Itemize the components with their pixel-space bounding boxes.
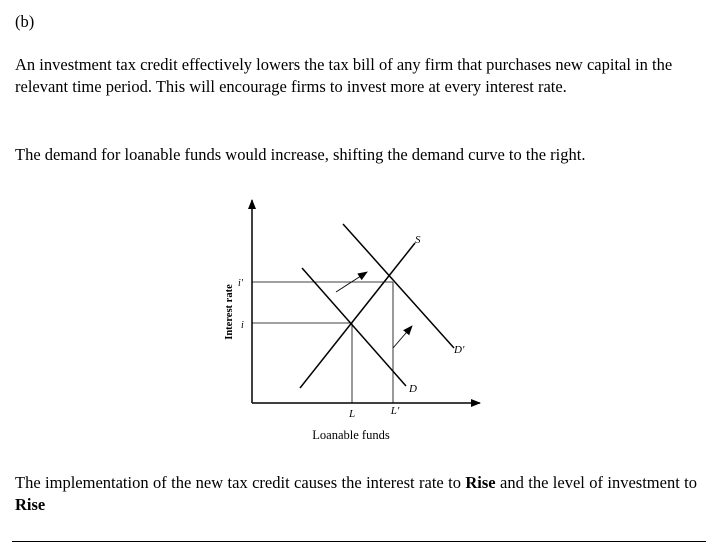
supply-label: S (415, 234, 421, 246)
shift-arrow-lower (393, 326, 412, 348)
demand-label: D (409, 383, 417, 395)
loanable-funds-diagram (210, 190, 500, 450)
conclusion-text-start: The implementation of the new tax credit causes the interest rate to (15, 473, 466, 492)
y-axis-label: Interest rate (224, 284, 235, 340)
demand-shift-paragraph: The demand for loanable funds would increase, shifting the demand curve to the right. (15, 145, 586, 164)
new-demand-curve (343, 224, 454, 348)
explanation-paragraph: An investment tax credit effectively lowers the tax bill of any firm that purchases new capital in the relevant time period. This will encourage firms to invest more at every interest rate. (15, 55, 673, 96)
bottom-divider (12, 541, 706, 542)
demand-curve (302, 268, 406, 386)
rate-label: i (241, 320, 244, 331)
part-label: (b) (15, 12, 35, 31)
rate-change-value: Rise (465, 473, 496, 492)
new-demand-label: D' (454, 344, 465, 356)
conclusion-text-middle: and the level of investment to (495, 473, 698, 492)
quantity-label: L (348, 408, 356, 420)
new-quantity-label: L' (390, 405, 400, 417)
supply-curve (300, 243, 415, 388)
investment-change-value: Rise (15, 495, 46, 514)
new-rate-label: i' (238, 278, 243, 289)
conclusion-paragraph (15, 472, 697, 516)
x-axis-label: Loanable funds (312, 428, 390, 442)
